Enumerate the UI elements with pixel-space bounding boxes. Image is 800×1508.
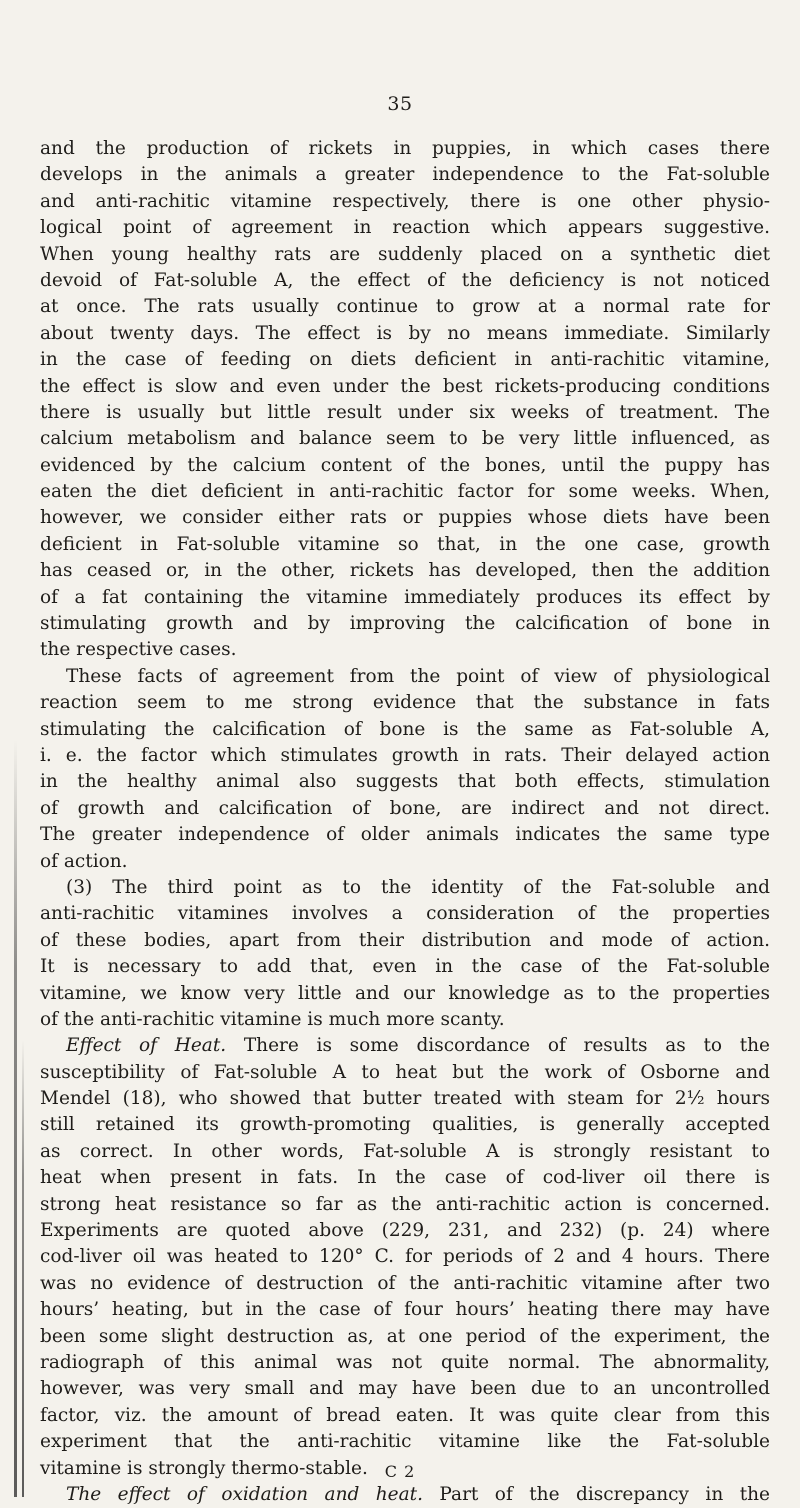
text-segment: of a fat containing the vitamine immediately produces its effect by	[40, 586, 770, 608]
text-line	[40, 215, 770, 241]
text-line	[40, 901, 770, 927]
text-line	[40, 1192, 770, 1218]
text-segment: The greater independence of older animals indicates the same type	[40, 824, 770, 846]
text-line	[40, 426, 770, 452]
text-segment: (3) The third point as to the identity of the Fat-soluble and	[66, 876, 770, 898]
text-segment: anti-rachitic vitamines involves a consideration of the properties	[40, 903, 770, 925]
text-line	[40, 875, 770, 901]
text-line	[40, 162, 770, 188]
text-line	[40, 1033, 770, 1059]
text-line	[40, 558, 770, 584]
text-segment: the effect is slow and even under the best rickets-producing conditions	[40, 375, 770, 397]
text-line	[40, 1350, 770, 1376]
text-segment: susceptibility of Fat-soluble A to heat but the work of Osborne and	[40, 1061, 770, 1083]
text-segment: reaction seem to me strong evidence that the substance in fats	[40, 692, 770, 714]
body-text	[40, 136, 770, 1508]
text-segment: logical point of agreement in reaction which appears suggestive.	[40, 217, 770, 239]
text-segment: however, was very small and may have been due to an uncontrolled	[40, 1378, 770, 1400]
text-line	[40, 664, 770, 690]
text-segment: of growth and calcification of bone, are indirect and not direct.	[40, 797, 770, 819]
text-segment: in the healthy animal also suggests that both effects, stimulation	[40, 771, 770, 793]
text-segment: there is usually but little result under six weeks of treatment. The	[40, 401, 770, 423]
text-line	[40, 1324, 770, 1350]
text-line	[40, 1112, 770, 1138]
text-line	[40, 1403, 770, 1429]
text-segment: the respective cases.	[40, 639, 237, 661]
text-segment: evidenced by the calcium content of the bones, until the puppy has	[40, 454, 770, 476]
text-line	[40, 479, 770, 505]
text-segment: eaten the diet deficient in anti-rachitic factor for some weeks. When,	[40, 481, 770, 503]
text-line	[40, 928, 770, 954]
text-segment: strong heat resistance so far as the anti-rachitic action is concerned.	[40, 1193, 770, 1215]
text-segment: of the anti-rachitic vitamine is much more scanty.	[40, 1008, 505, 1030]
text-segment: been some slight destruction as, at one period of the experiment, the	[40, 1325, 770, 1347]
text-line	[40, 1244, 770, 1270]
text-line	[40, 347, 770, 373]
text-segment: still retained its growth-promoting qualities, is generally accepted	[40, 1114, 770, 1136]
text-line	[40, 1271, 770, 1297]
text-segment: vitamine, we know very little and our knowledge as to the properties	[40, 982, 770, 1004]
page-number: 35	[387, 93, 413, 115]
text-segment: stimulating the calcification of bone is the same as Fat-soluble A,	[40, 718, 770, 740]
text-segment: deficient in Fat-soluble vitamine so that, in the one case, growth	[40, 533, 770, 555]
text-segment: radiograph of this animal was not quite normal. The abnormality,	[40, 1351, 770, 1373]
text-line	[40, 769, 770, 795]
text-segment: of these bodies, apart from their distribution and mode of action.	[40, 929, 770, 951]
text-line	[40, 796, 770, 822]
text-line	[40, 136, 770, 162]
text-line	[40, 1376, 770, 1402]
text-segment: i. e. the factor which stimulates growth in rats. Their delayed action	[40, 744, 770, 766]
text-line	[40, 1086, 770, 1112]
text-line	[40, 321, 770, 347]
text-segment: Experiments are quoted above (229, 231, and 232) (p. 24) where	[40, 1220, 770, 1242]
text-line	[40, 1482, 770, 1508]
italic-heading: Effect of Heat.	[66, 1035, 227, 1057]
signature-mark: C 2	[384, 1462, 416, 1481]
text-segment: stimulating growth and by improving the calcification of bone in	[40, 613, 770, 635]
text-line	[40, 294, 770, 320]
text-line	[40, 1165, 770, 1191]
binding-edge-shadow-inner	[22, 1040, 24, 1497]
text-segment: calcium metabolism and balance seem to be very little influenced, as	[40, 428, 770, 450]
text-line	[40, 374, 770, 400]
text-segment: has ceased or, in the other, rickets has developed, then the addition	[40, 560, 770, 582]
text-line	[40, 400, 770, 426]
text-segment: vitamine is strongly thermo-stable.	[40, 1457, 368, 1479]
text-segment: factor, viz. the amount of bread eaten. It was quite clear from this	[40, 1404, 770, 1426]
text-line	[40, 1060, 770, 1086]
text-segment: When young healthy rats are suddenly placed on a synthetic diet	[40, 243, 770, 265]
text-segment: hours’ heating, but in the case of four hours’ heating there may have	[40, 1299, 770, 1321]
text-segment: and the production of rickets in puppies, in which cases there	[40, 138, 770, 159]
text-line	[40, 1007, 770, 1033]
text-line	[40, 585, 770, 611]
text-line	[40, 453, 770, 479]
text-segment: cod-liver oil was heated to 120° C. for periods of 2 and 4 hours. There	[40, 1246, 770, 1268]
text-segment: as correct. In other words, Fat-soluble A is strongly resistant to	[40, 1140, 770, 1162]
text-line	[40, 637, 770, 663]
text-line	[40, 690, 770, 716]
text-segment: There is some discordance of results as to the	[226, 1035, 770, 1057]
text-line	[40, 189, 770, 215]
text-segment: was no evidence of destruction of the anti-rachitic vitamine after two	[40, 1272, 770, 1294]
text-line	[40, 717, 770, 743]
text-segment: in the case of feeding on diets deficient in anti-rachitic vitamine,	[40, 349, 770, 371]
text-line	[40, 1297, 770, 1323]
text-line	[40, 611, 770, 637]
text-line	[40, 849, 770, 875]
text-line	[40, 242, 770, 268]
text-segment: however, we consider either rats or puppies whose diets have been	[40, 507, 770, 529]
text-line	[40, 822, 770, 848]
text-segment: at once. The rats usually continue to grow at a normal rate for	[40, 296, 770, 318]
text-line	[40, 743, 770, 769]
text-segment: These facts of agreement from the point of view of physiological	[66, 665, 770, 687]
text-line	[40, 1218, 770, 1244]
text-segment: and anti-rachitic vitamine respectively, there is one other physio-	[40, 190, 770, 212]
text-line	[40, 1139, 770, 1165]
text-line	[40, 1429, 770, 1455]
text-line	[40, 505, 770, 531]
text-segment: develops in the animals a greater independence to the Fat-soluble	[40, 164, 770, 186]
text-segment: of action.	[40, 850, 128, 872]
text-line	[40, 268, 770, 294]
text-segment: experiment that the anti-rachitic vitamine like the Fat-soluble	[40, 1431, 770, 1453]
text-line	[40, 981, 770, 1007]
text-segment: about twenty days. The effect is by no means immediate. Similarly	[40, 322, 770, 344]
binding-edge-shadow	[14, 740, 17, 1497]
text-segment: Part of the discrepancy in the	[422, 1483, 771, 1505]
text-line	[40, 954, 770, 980]
text-segment: It is necessary to add that, even in the case of the Fat-soluble	[40, 956, 770, 978]
text-segment: devoid of Fat-soluble A, the effect of the deficiency is not noticed	[40, 269, 770, 291]
text-segment: Mendel (18), who showed that butter treated with steam for 2½ hours	[40, 1088, 770, 1110]
text-line	[40, 532, 770, 558]
text-segment: heat when present in fats. In the case of cod-liver oil there is	[40, 1167, 770, 1189]
italic-heading: The effect of oxidation and heat.	[66, 1483, 423, 1505]
